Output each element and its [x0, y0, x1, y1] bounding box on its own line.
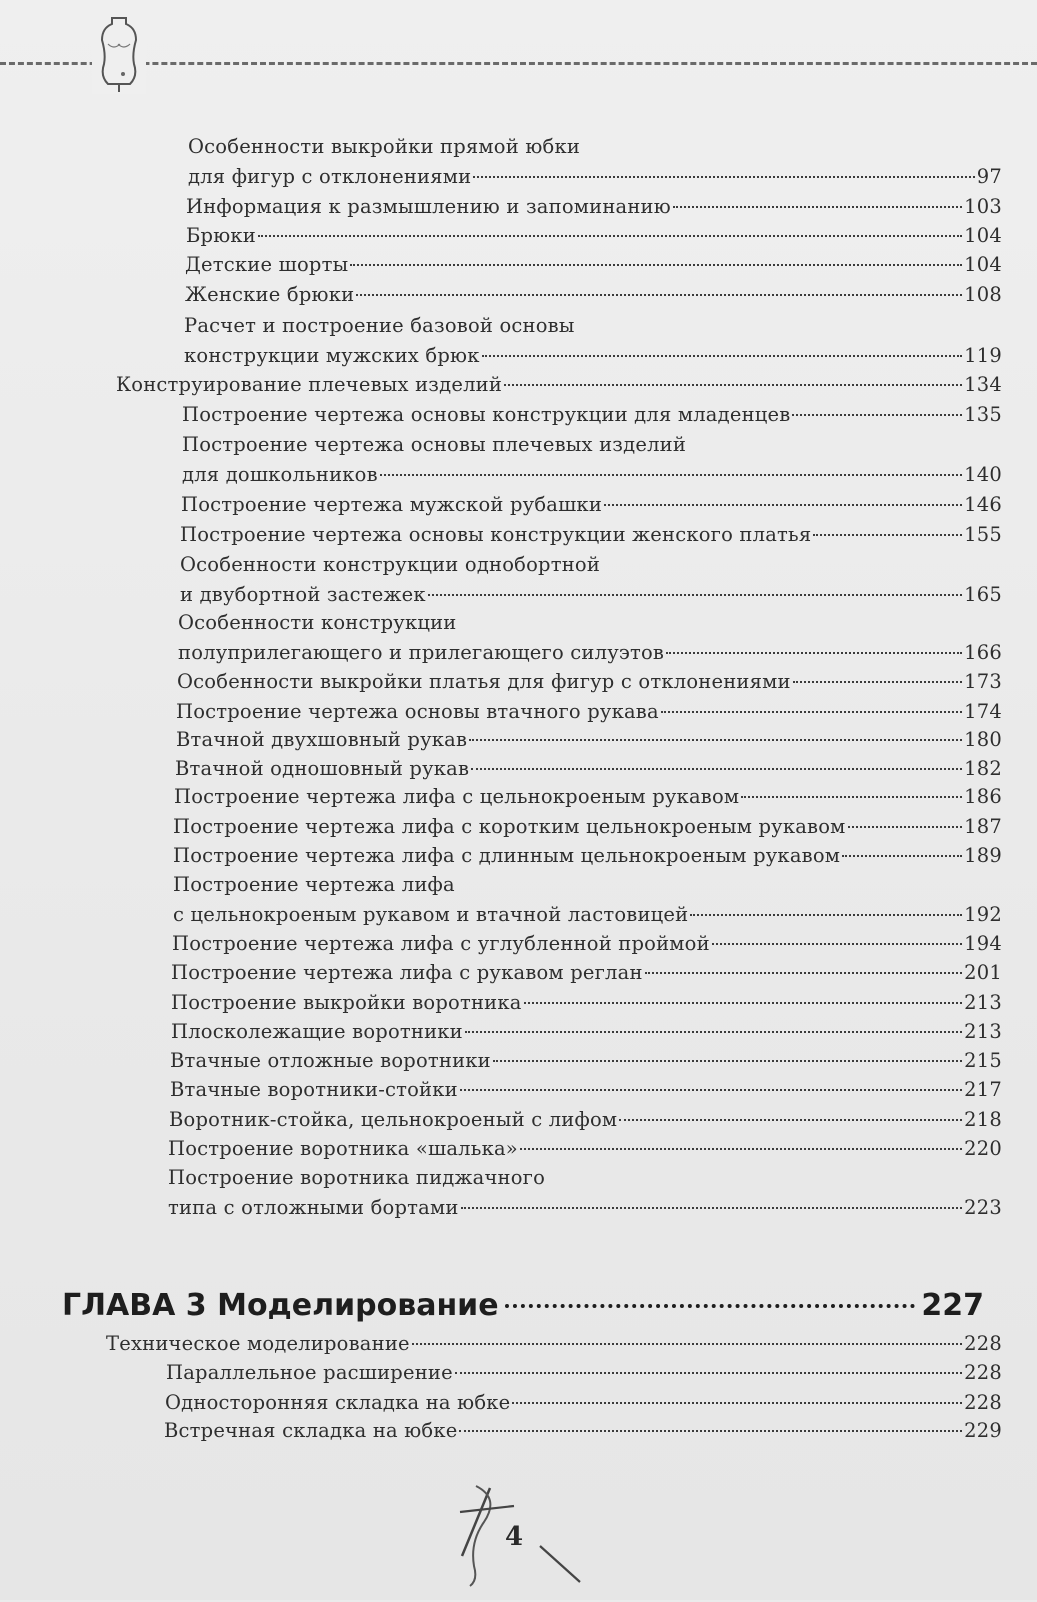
dot-leader	[455, 1372, 962, 1374]
toc-entry	[116, 370, 1002, 400]
dot-leader	[356, 294, 962, 296]
toc-page-number: 223	[964, 1196, 1002, 1219]
toc-page-number: 146	[964, 493, 1002, 516]
toc-entry-line	[171, 958, 1002, 988]
chapter-title: ГЛАВА 3 Моделирование	[62, 1288, 499, 1323]
toc-entry	[176, 725, 1002, 755]
toc-page-number: 228	[964, 1332, 1002, 1355]
toc-page-number: 189	[964, 844, 1002, 867]
toc-entry-title: и двубортной застежек	[180, 583, 426, 606]
toc-entry	[165, 1388, 1002, 1418]
toc-entry-line	[168, 1193, 1002, 1223]
toc-entry-line	[166, 1358, 1002, 1388]
toc-page-number: 186	[964, 785, 1002, 808]
toc-page-number: 173	[964, 670, 1002, 693]
toc-page-number: 165	[964, 583, 1002, 606]
toc-entry-title-line: Построение чертежа лифа	[173, 873, 455, 896]
toc-entry-line	[171, 988, 1002, 1018]
toc-entry-title: Построение чертежа лифа с коротким цельнокроеным рукавом	[173, 815, 846, 838]
toc-entry	[181, 490, 1002, 520]
toc-entry	[170, 1046, 1002, 1076]
dot-leader	[258, 235, 962, 237]
toc-entry-line	[176, 725, 1002, 755]
toc-entry-title: Построение чертежа основы конструкции женского платья	[180, 523, 812, 546]
toc-page-number: 103	[964, 195, 1002, 218]
toc-entry-title: Параллельное расширение	[166, 1361, 453, 1384]
dot-leader	[460, 1089, 962, 1091]
toc-entry-title: для дошкольников	[182, 463, 378, 486]
toc-entry-line	[173, 900, 1002, 930]
toc-entry-title: Построение чертежа лифа с рукавом реглан	[171, 961, 643, 984]
toc-entry	[173, 841, 1002, 871]
toc-entry-title: Воротник-стойка, цельнокроеный с лифом	[169, 1108, 618, 1131]
dot-leader	[412, 1343, 962, 1345]
dot-leader	[504, 384, 962, 386]
toc-entry-title: Построение чертежа лифа с углубленной проймой	[172, 932, 710, 955]
toc-entry	[174, 782, 1002, 812]
toc-entry-line	[181, 490, 1002, 520]
dot-leader	[842, 855, 962, 857]
dot-leader	[661, 711, 962, 713]
toc-entry-line	[185, 280, 1002, 310]
toc-entry-title: Женские брюки	[185, 283, 355, 306]
toc-page-number: 213	[964, 1020, 1002, 1043]
dot-leader	[461, 1207, 963, 1209]
toc-entry-title-line: Расчет и построение базовой основы	[184, 314, 575, 337]
toc-entry	[182, 400, 1002, 430]
toc-entry-line	[169, 1105, 1002, 1135]
toc-page-number: 166	[964, 641, 1002, 664]
chapter-heading	[62, 1286, 984, 1326]
toc-entry	[168, 1163, 1002, 1223]
toc-entry	[184, 311, 1002, 371]
toc-entry-line	[180, 580, 1002, 610]
toc-entry-title: Построение чертежа основы втачного рукава	[176, 700, 659, 723]
toc-entry-line	[170, 1046, 1002, 1076]
toc-entry-line	[164, 1416, 1002, 1446]
toc-entry-line	[186, 192, 1002, 222]
toc-entry-title: Брюки	[186, 224, 256, 247]
toc-entry-title: Особенности выкройки платья для фигур с отклонениями	[177, 670, 791, 693]
toc-entry-line	[178, 638, 1002, 668]
toc-entry-title: Втачные отложные воротники	[170, 1049, 491, 1072]
toc-entry-line	[174, 782, 1002, 812]
toc-page-number: 135	[964, 403, 1002, 426]
toc-page-number: 104	[964, 253, 1002, 276]
toc-page-number: 215	[964, 1049, 1002, 1072]
toc-entry	[171, 1017, 1002, 1047]
toc-page-number: 140	[964, 463, 1002, 486]
toc-entry-title: Втачной двухшовный рукав	[176, 728, 468, 751]
toc-entry-title: Построение чертежа лифа с цельнокроеным рукавом	[174, 785, 740, 808]
dot-leader	[619, 1119, 962, 1121]
dot-leader	[469, 739, 962, 741]
toc-page-number: 155	[964, 523, 1002, 546]
toc-entry-line	[168, 1134, 1002, 1164]
toc-page-number: 194	[964, 932, 1002, 955]
toc-entry	[171, 958, 1002, 988]
dot-leader	[428, 594, 962, 596]
toc-entry	[175, 754, 1002, 784]
toc-page-number: 228	[964, 1361, 1002, 1384]
toc-entry-title-line: Построение воротника пиджачного	[168, 1166, 546, 1189]
toc-page-number: 119	[964, 344, 1002, 367]
toc-page-number: 187	[964, 815, 1002, 838]
toc-entry	[169, 1105, 1002, 1135]
toc-entry	[186, 192, 1002, 222]
toc-entry-title: полуприлегающего и прилегающего силуэтов	[178, 641, 665, 664]
toc-entry-line	[177, 667, 1002, 697]
toc-entry-line	[182, 460, 1002, 490]
toc-entry-line	[173, 841, 1002, 871]
mannequin-icon	[92, 14, 146, 94]
toc-entry-title: Построение чертежа основы конструкции для младенцев	[182, 403, 791, 426]
chapter-leader	[505, 1304, 916, 1308]
toc-page-number: 229	[964, 1419, 1002, 1442]
toc-page-number: 97	[976, 165, 1002, 188]
toc-entry	[180, 550, 1002, 610]
toc-entry	[176, 697, 1002, 727]
toc-entry-title-line: Особенности выкройки прямой юбки	[188, 135, 581, 158]
dot-leader	[792, 414, 962, 416]
toc-entry-title: Втачные воротники-стойки	[170, 1078, 458, 1101]
toc-entry	[188, 132, 1002, 192]
toc-entry	[106, 1329, 1002, 1359]
toc-entry-title: конструкции мужских брюк	[184, 344, 480, 367]
toc-entry-title: для фигур с отклонениями	[188, 165, 472, 188]
toc-page-number: 174	[964, 700, 1002, 723]
dot-leader	[604, 504, 962, 506]
toc-entry	[170, 1075, 1002, 1105]
toc-entry-line	[175, 754, 1002, 784]
toc-entry-title: типа с отложными бортами	[168, 1196, 459, 1219]
dot-leader	[459, 1430, 962, 1432]
toc-entry	[173, 870, 1002, 930]
toc-entry-title: Плосколежащие воротники	[171, 1020, 463, 1043]
toc-entry-line	[184, 341, 1002, 371]
dot-leader	[465, 1031, 962, 1033]
toc-page-number: 218	[964, 1108, 1002, 1131]
toc-entry-line	[165, 1388, 1002, 1418]
dot-leader	[482, 355, 963, 357]
toc-entry-line	[171, 1017, 1002, 1047]
dot-leader	[350, 264, 962, 266]
toc-entry-line	[170, 1075, 1002, 1105]
toc-page-number: 220	[964, 1137, 1002, 1160]
toc-entry	[172, 929, 1002, 959]
toc-entry-title: Встречная складка на юбке	[164, 1419, 458, 1442]
toc-entry-line	[116, 370, 1002, 400]
toc-entry	[182, 430, 1002, 490]
toc-entry	[173, 812, 1002, 842]
toc-page-number: 228	[964, 1391, 1002, 1414]
toc-entry-title: Односторонняя складка на юбке	[165, 1391, 511, 1414]
toc-page-number: 192	[964, 903, 1002, 926]
toc-entry-line	[106, 1329, 1002, 1359]
dot-leader	[741, 796, 962, 798]
toc-entry-line	[176, 697, 1002, 727]
toc-page-number: 213	[964, 991, 1002, 1014]
toc-entry-line	[186, 221, 1002, 251]
toc-page-number: 104	[964, 224, 1002, 247]
toc-page-number: 108	[964, 283, 1002, 306]
dot-leader	[645, 972, 963, 974]
toc-entry-title: Построение чертежа лифа с длинным цельнокроеным рукавом	[173, 844, 841, 867]
toc-entry	[180, 520, 1002, 550]
toc-entry	[185, 280, 1002, 310]
toc-entry-title: Построение чертежа мужской рубашки	[181, 493, 603, 516]
toc-entry-title-line: Особенности конструкции однобортной	[180, 553, 601, 576]
dot-leader	[380, 474, 962, 476]
dot-leader	[673, 206, 962, 208]
toc-entry-title: Детские шорты	[185, 253, 349, 276]
dot-leader	[520, 1148, 962, 1150]
toc-entry-title-line: Построение чертежа основы плечевых изделий	[182, 433, 687, 456]
toc-entry	[177, 667, 1002, 697]
dot-leader	[793, 681, 963, 683]
toc-entry-line	[185, 250, 1002, 280]
toc-entry-title: Конструирование плечевых изделий	[116, 373, 503, 396]
dot-leader	[493, 1060, 962, 1062]
dot-leader	[512, 1402, 962, 1404]
toc-entry-line	[180, 520, 1002, 550]
toc-entry	[168, 1134, 1002, 1164]
toc-page-number: 180	[964, 728, 1002, 751]
toc-entry-title: Построение воротника «шалька»	[168, 1137, 518, 1160]
toc-entry	[186, 221, 1002, 251]
page-number: 4	[505, 1522, 524, 1552]
toc-entry-title-line: Особенности конструкции	[178, 611, 457, 634]
toc-entry-title: Втачной одношовный рукав	[175, 757, 470, 780]
toc-entry	[164, 1416, 1002, 1446]
toc-entry	[171, 988, 1002, 1018]
toc-entry-line	[188, 162, 1002, 192]
dot-leader	[666, 652, 962, 654]
dot-leader	[813, 534, 962, 536]
dot-leader	[471, 768, 962, 770]
toc-entry	[178, 608, 1002, 668]
toc-entry-title: Построение выкройки воротника	[171, 991, 522, 1014]
toc-entry-title: Техническое моделирование	[106, 1332, 410, 1355]
toc-entry-title: с цельнокроеным рукавом и втачной ластовицей	[173, 903, 689, 926]
toc-page-number: 182	[964, 757, 1002, 780]
toc-page-number: 134	[964, 373, 1002, 396]
dot-leader	[712, 943, 962, 945]
toc-entry-line	[172, 929, 1002, 959]
chapter-page: 227	[921, 1288, 984, 1323]
toc-entry-title: Информация к размышлению и запоминанию	[186, 195, 671, 218]
dot-leader	[690, 914, 962, 916]
toc-entry-line	[173, 812, 1002, 842]
toc-entry	[185, 250, 1002, 280]
dot-leader	[848, 826, 963, 828]
toc-entry	[166, 1358, 1002, 1388]
toc-page-number: 201	[964, 961, 1002, 984]
toc-page-number: 217	[964, 1078, 1002, 1101]
dot-leader	[473, 176, 974, 178]
toc-entry-line	[182, 400, 1002, 430]
dot-leader	[524, 1002, 963, 1004]
header-dashed-rule	[0, 62, 1037, 65]
